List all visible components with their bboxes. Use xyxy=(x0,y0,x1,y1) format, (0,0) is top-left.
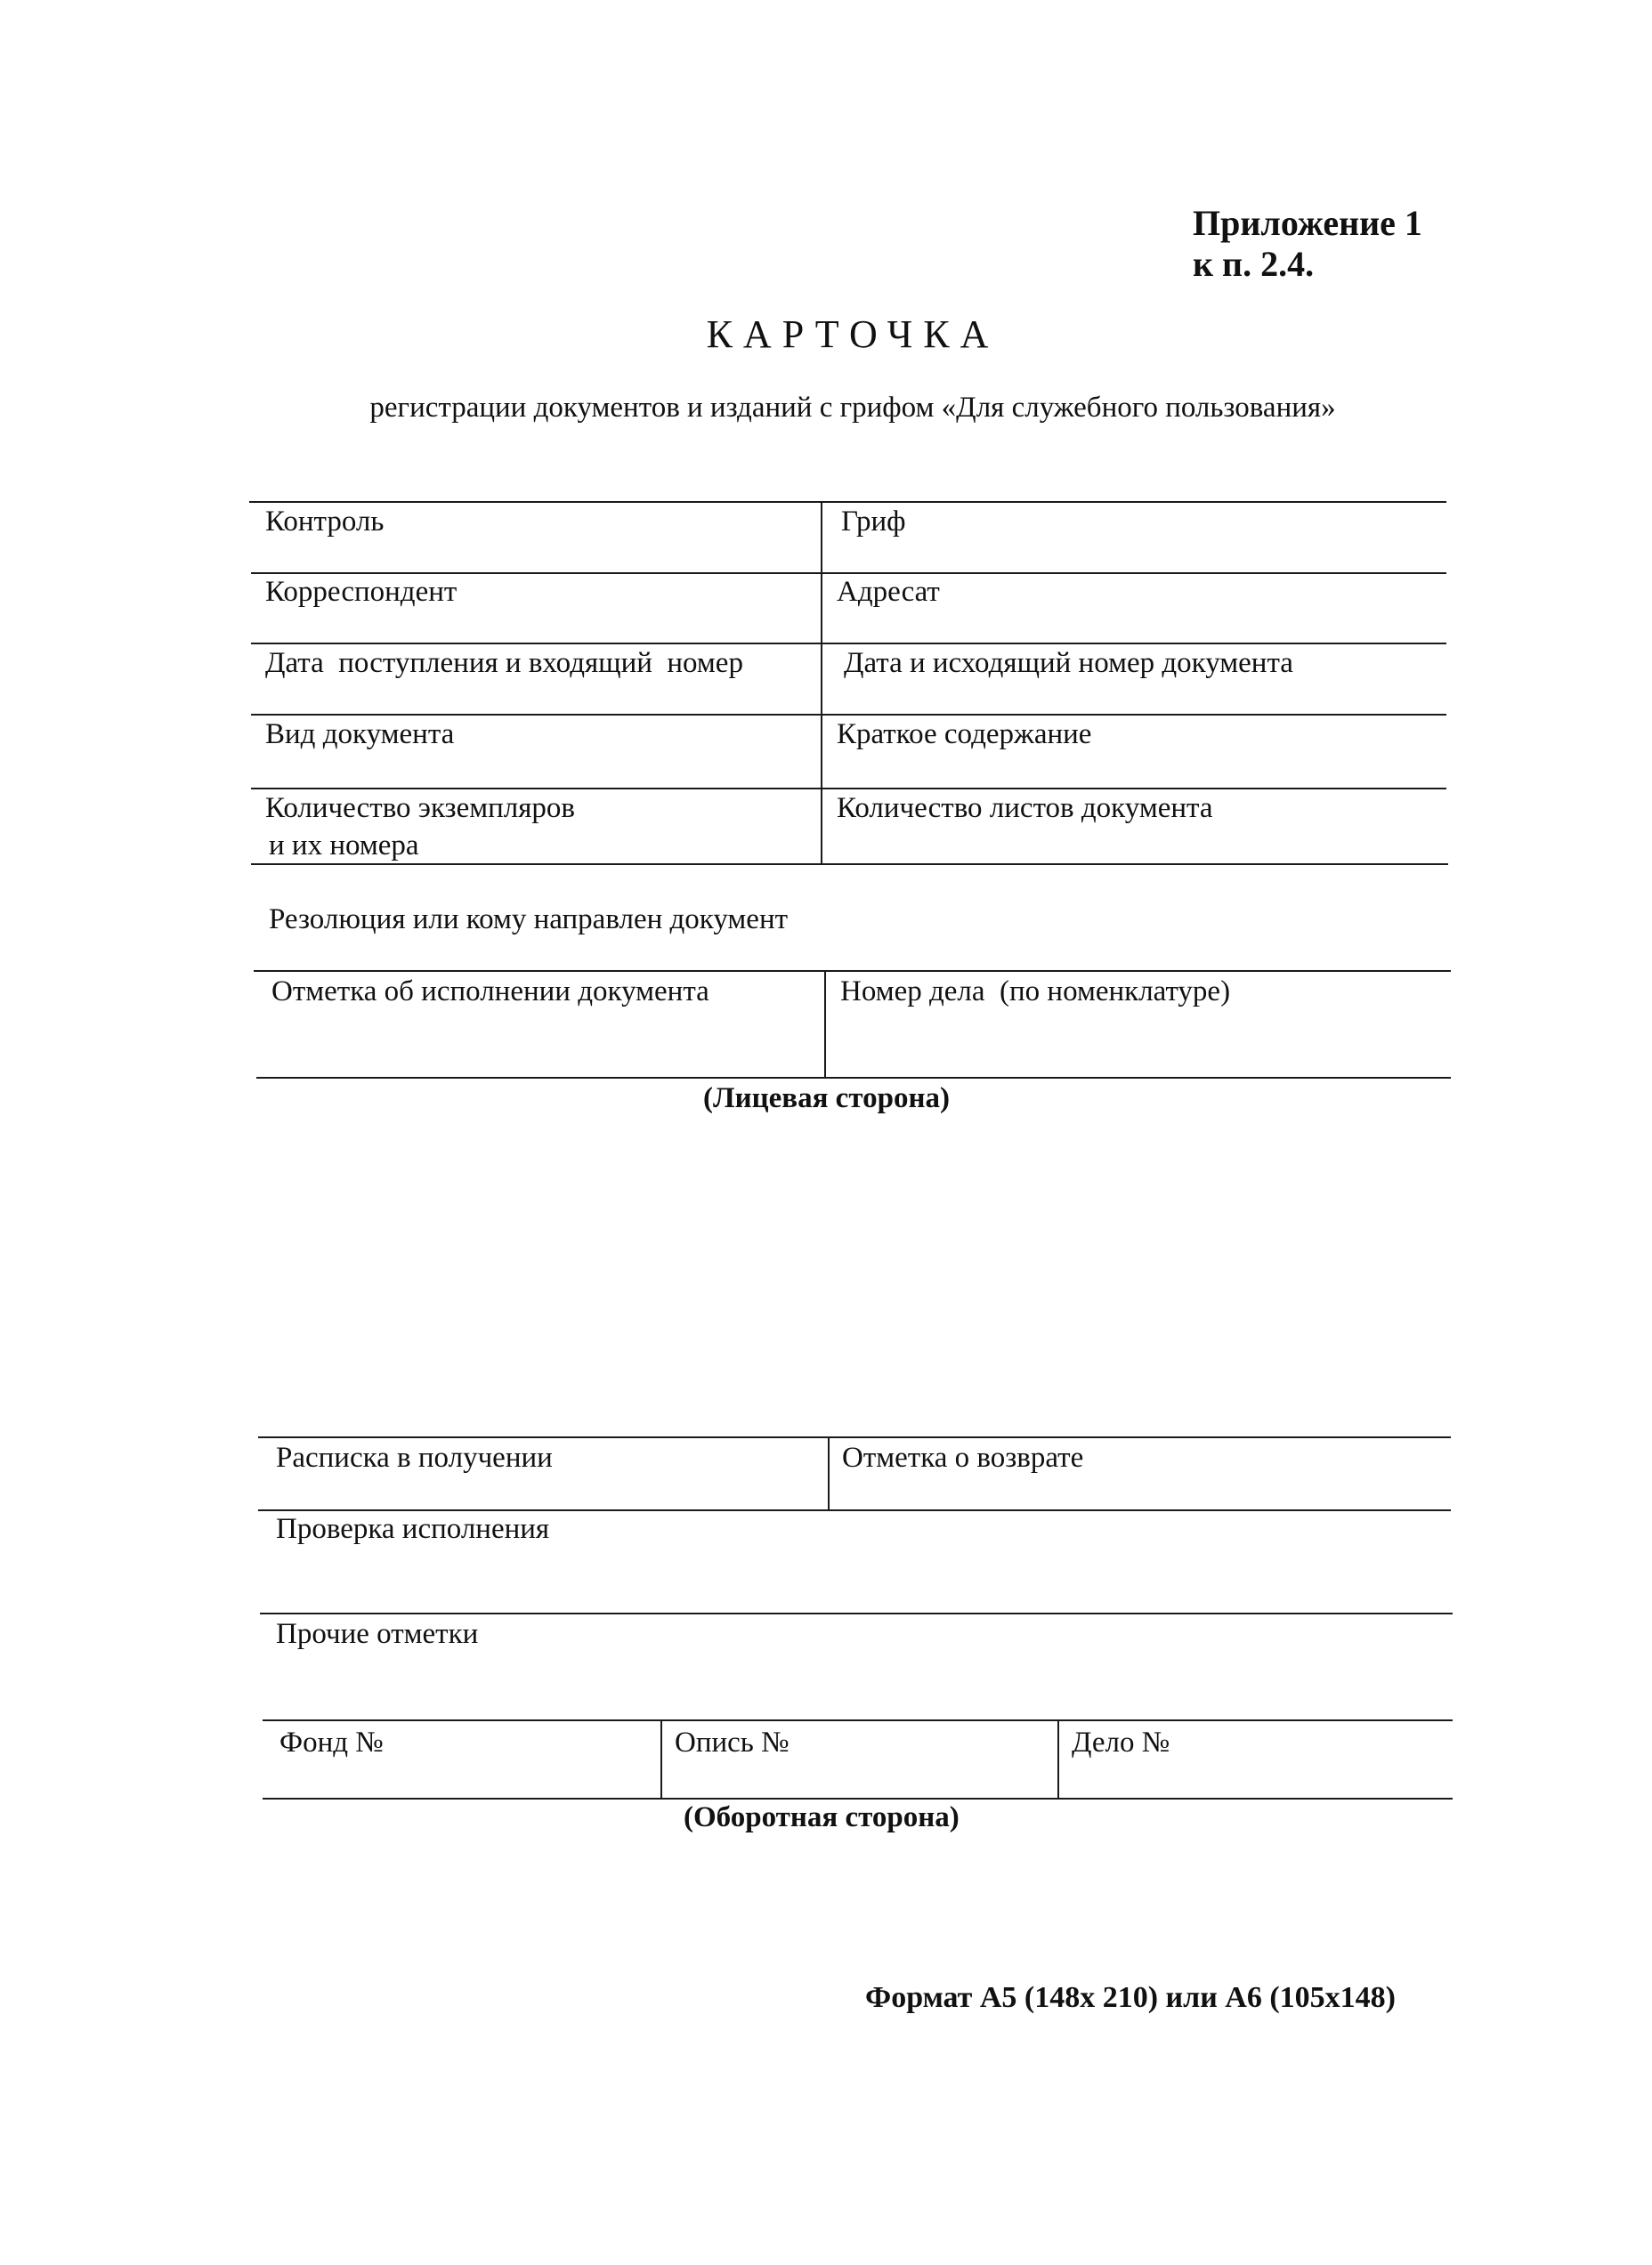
field-delo-label: Дело № xyxy=(1072,1727,1170,1759)
field-receipt-label: Расписка в получении xyxy=(276,1442,553,1474)
field-outgoing-date-number-label: Дата и исходящий номер документа xyxy=(844,647,1293,679)
field-addressee-label: Адресат xyxy=(837,576,940,608)
field-document-type-label: Вид документа xyxy=(265,718,455,750)
field-resolution-label: Резолюция или кому направлен документ xyxy=(269,903,789,935)
field-summary-label: Краткое содержание xyxy=(837,718,1092,750)
field-control-label: Контроль xyxy=(265,506,385,538)
appendix-clause: к п. 2.4. xyxy=(1193,244,1315,284)
back-opis-divider xyxy=(1057,1719,1059,1798)
card-title: КАРТОЧКА xyxy=(706,312,1000,356)
execution-divider xyxy=(824,970,826,1077)
front-rule-2 xyxy=(251,643,1446,644)
execution-rule-top xyxy=(254,970,1451,972)
front-column-divider xyxy=(821,501,822,863)
back-receipt-divider xyxy=(828,1436,830,1509)
front-rule-5 xyxy=(251,863,1448,865)
back-fond-divider xyxy=(660,1719,662,1798)
field-other-marks-label: Прочие отметки xyxy=(276,1618,479,1650)
execution-rule-bottom xyxy=(256,1077,1451,1079)
front-side-caption: (Лицевая сторона) xyxy=(703,1082,950,1114)
back-rule-top xyxy=(258,1436,1451,1438)
back-side-caption: (Оборотная сторона) xyxy=(684,1801,960,1833)
field-sheets-count-label: Количество листов документа xyxy=(837,792,1213,824)
field-fond-label: Фонд № xyxy=(279,1727,384,1759)
back-rule-bottom xyxy=(263,1798,1453,1800)
field-classification-label: Гриф xyxy=(841,506,906,538)
field-case-number-label: Номер дела (по номенклатуре) xyxy=(840,975,1231,1007)
back-rule-3 xyxy=(263,1719,1453,1721)
field-return-mark-label: Отметка о возврате xyxy=(842,1442,1084,1474)
field-execution-check-label: Проверка исполнения xyxy=(276,1513,550,1545)
front-rule-4 xyxy=(251,788,1446,789)
front-rule-3 xyxy=(251,714,1446,716)
field-correspondent-label: Корреспондент xyxy=(265,576,458,608)
appendix-reference xyxy=(1193,203,1422,285)
card-subtitle: регистрации документов и изданий с грифом «Для служебного пользования» xyxy=(369,392,1336,424)
back-rule-2 xyxy=(260,1613,1453,1614)
front-rule-top xyxy=(249,501,1446,503)
field-copies-numbers-label: и их номера xyxy=(269,829,419,862)
appendix-title: Приложение 1 xyxy=(1193,203,1422,243)
field-execution-mark-label: Отметка об исполнении документа xyxy=(271,975,709,1007)
field-copies-count-label: Количество экземпляров xyxy=(265,792,576,824)
field-incoming-date-number-label: Дата поступления и входящий номер xyxy=(265,647,743,679)
format-note: Формат А5 (148х 210) или А6 (105х148) xyxy=(865,1981,1396,2014)
field-opis-label: Опись № xyxy=(675,1727,790,1759)
